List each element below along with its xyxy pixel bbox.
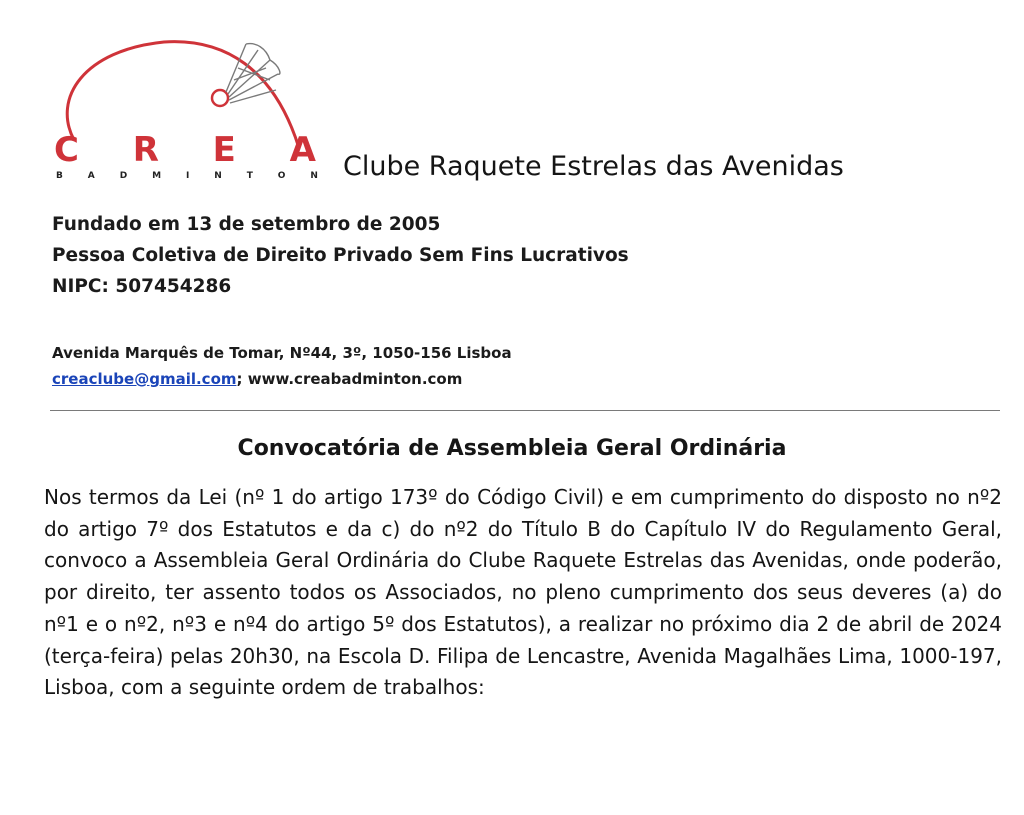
logo-sub-letter: D	[119, 171, 128, 181]
website-text: ; www.creabadminton.com	[236, 370, 463, 388]
logo-sub-letter: N	[214, 171, 222, 181]
logo-sub-letter: B	[56, 171, 63, 181]
logo-letter: R	[132, 130, 159, 170]
entity-type: Pessoa Coletiva de Direito Privado Sem Fins Lucrativos	[52, 245, 629, 266]
postal-address: Avenida Marquês de Tomar, Nº44, 3º, 1050-156 Lisboa	[52, 344, 512, 362]
logo-letter: C	[54, 130, 79, 170]
club-name: Clube Raquete Estrelas das Avenidas	[343, 151, 844, 182]
logo-letter: A	[289, 130, 316, 170]
logo-sub-letter: I	[185, 171, 190, 181]
contact-line	[52, 366, 512, 392]
logo-sub-letter: O	[277, 171, 286, 181]
crea-badminton-logo	[44, 28, 334, 188]
founded-date: Fundado em 13 de setembro de 2005	[52, 214, 441, 235]
club-info	[52, 209, 629, 302]
logo-sub-letter: M	[152, 171, 162, 181]
divider	[50, 410, 1000, 411]
logo-wordmark	[54, 130, 316, 170]
logo-subtitle	[56, 171, 318, 181]
document-body: Nos termos da Lei (nº 1 do artigo 173º do Código Civil) e em cumprimento do disposto no nº2 do artigo 7º dos Estatutos e da c) do nº2 do Título B do Capítulo IV do Regulamento Geral, convoco a Assembleia Geral Ordinária do Clube Raquete Estrelas das Avenidas, onde poderão, por direito, ter assento todos os Associados, no pleno cumprimento dos seus deveres (a) do nº1 e o nº2, nº3 e nº4 do artigo 5º dos Estatutos), a realizar no próximo dia 2 de abril de 2024 (terça-feira) pelas 20h30, na Escola D. Filipa de Lencastre, Avenida Magalhães Lima, 1000-197, Lisboa, com a seguinte ordem de trabalhos:	[44, 485, 1002, 700]
logo-sub-letter: A	[87, 171, 95, 181]
logo-letter: E	[212, 130, 236, 170]
logo-sub-letter: T	[246, 171, 253, 181]
logo-sub-letter: N	[310, 171, 318, 181]
email-link[interactable]: creaclube@gmail.com	[52, 370, 237, 388]
nipc-number: NIPC: 507454286	[52, 276, 232, 297]
contact-block	[52, 340, 512, 392]
document-title: Convocatória de Assembleia Geral Ordinária	[237, 436, 787, 461]
